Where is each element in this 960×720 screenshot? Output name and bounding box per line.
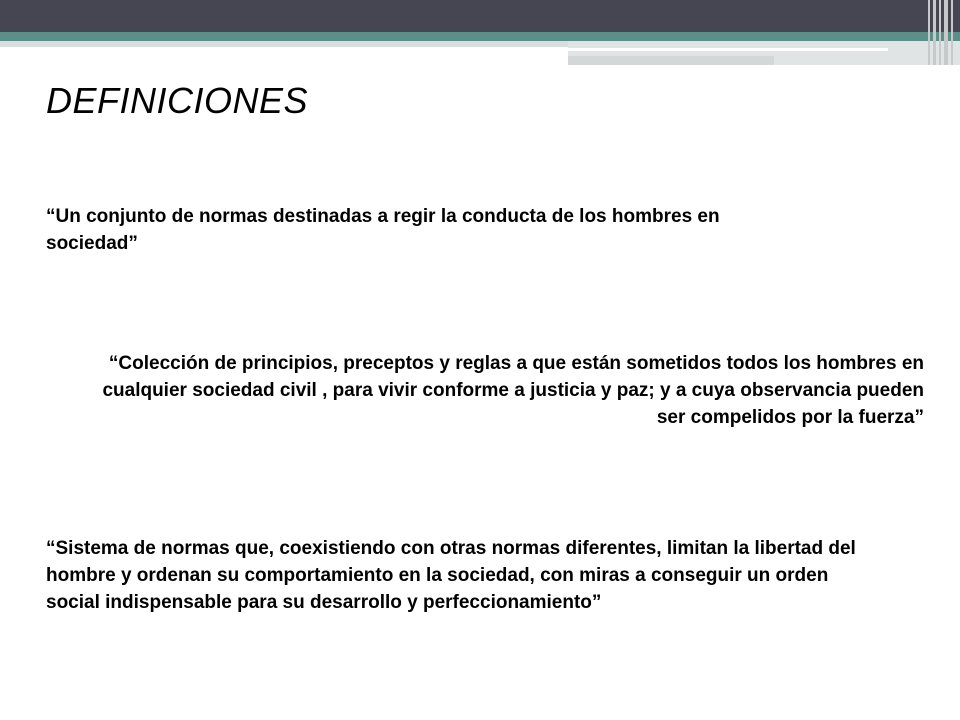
header-accent-line (568, 48, 888, 51)
header-accent-strip (568, 56, 774, 65)
definition-2: “Colección de principios, preceptos y reglas a que están sometidos todos los hombres en cualquier sociedad civil , para vivir conforme a justicia y paz; y a cuya observancia pueden ser compelidos por la fuerza” (102, 353, 924, 428)
header-teal-band (0, 32, 960, 41)
corner-decoration (924, 0, 960, 65)
definition-1: “Un conjunto de normas destinadas a regir la conducta de los hombres en sociedad” (46, 206, 720, 254)
header-accent-left (0, 41, 568, 47)
slide-title: DEFINICIONES (46, 80, 309, 121)
header-dark-bar (0, 0, 960, 32)
definition-3: “Sistema de normas que, coexistiendo con otras normas diferentes, limitan la libertad del hombre y ordenan su comportamiento en la sociedad, con miras a conseguir un orden social indispensable para su desarrollo y perfeccionamiento” (46, 538, 856, 613)
